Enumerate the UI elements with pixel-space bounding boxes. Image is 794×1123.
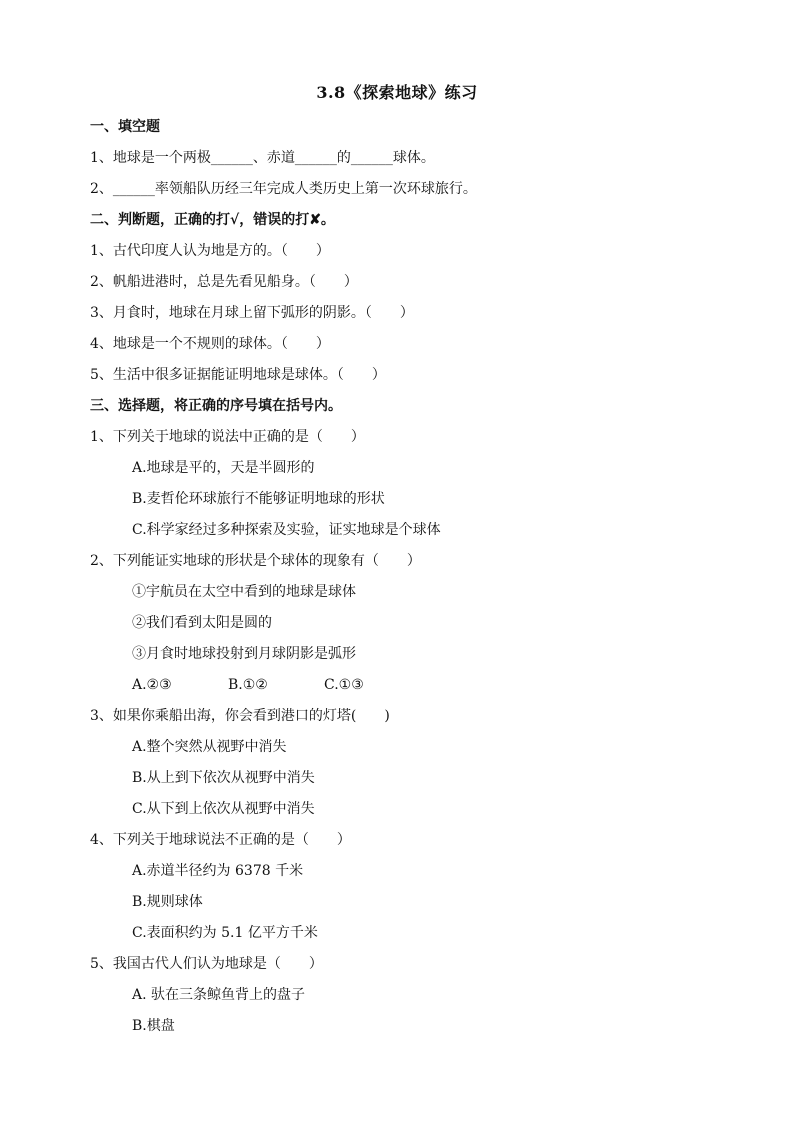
mc-question-1-option-c: C.科学家经过多种探索及实验，证实地球是个球体 [132,522,441,538]
tf-question-3: 3、月食时，地球在月球上留下弧形的阴影。（ ） [90,305,414,321]
mc-question-2-choice-b: B.①② [228,677,268,693]
mc-question-1-option-a: A.地球是平的，天是半圆形的 [132,460,315,476]
mc-question-1-option-b: B.麦哲伦环球旅行不能够证明地球的形状 [132,491,385,507]
mc-question-4-stem: 4、下列关于地球说法不正确的是（ ） [90,832,351,848]
mc-question-5-stem: 5、我国古代人们认为地球是（ ） [90,956,323,972]
section-heading-fill-blank: 一、填空题 [90,119,160,135]
tf-question-4: 4、地球是一个不规则的球体。（ ） [90,336,330,352]
mc-question-1-stem: 1、下列关于地球的说法中正确的是（ ） [90,429,365,445]
mc-question-2-stem: 2、下列能证实地球的形状是个球体的现象有（ ） [90,553,421,569]
mc-question-3-option-a: A.整个突然从视野中消失 [132,739,287,755]
mc-question-3-option-c: C.从下到上依次从视野中消失 [132,801,315,817]
page-title: 3.8《探索地球》练习 [316,83,478,102]
worksheet-content [90,115,730,1045]
mc-question-2-statement-3: ③月食时地球投射到月球阴影是弧形 [132,646,356,662]
tf-question-1: 1、古代印度人认为地是方的。（ ） [90,243,330,259]
tf-question-2: 2、帆船进港时，总是先看见船身。（ ） [90,274,358,290]
mc-question-3-stem: 3、如果你乘船出海，你会看到港口的灯塔( ) [90,708,390,724]
tf-question-5: 5、生活中很多证据能证明地球是球体。（ ） [90,367,386,383]
fill-question-2: 2、______率领船队历经三年完成人类历史上第一次环球旅行。 [90,181,477,197]
mc-question-2-choice-a: A.②③ [132,677,172,693]
mc-question-4-option-b: B.规则球体 [132,894,203,910]
mc-question-5-option-b: B.棋盘 [132,1018,175,1034]
mc-question-4-option-c: C.表面积约为 5.1 亿平方千米 [132,925,318,941]
mc-question-3-option-b: B.从上到下依次从视野中消失 [132,770,315,786]
mc-question-5-option-a: A. 驮在三条鲸鱼背上的盘子 [132,987,306,1003]
section-heading-multiple-choice: 三、选择题，将正确的序号填在括号内。 [90,398,342,414]
mc-question-2-choices [90,673,730,704]
mc-question-4-option-a: A.赤道半径约为 6378 千米 [132,863,304,879]
fill-question-1: 1、地球是一个两极______、赤道______的______球体。 [90,150,435,166]
mc-question-2-choice-c: C.①③ [324,677,364,693]
mc-question-2-statement-2: ②我们看到太阳是圆的 [132,615,272,631]
mc-question-2-statement-1: ①宇航员在太空中看到的地球是球体 [132,584,356,600]
section-heading-true-false: 二、判断题，正确的打√，错误的打✘。 [90,212,335,228]
